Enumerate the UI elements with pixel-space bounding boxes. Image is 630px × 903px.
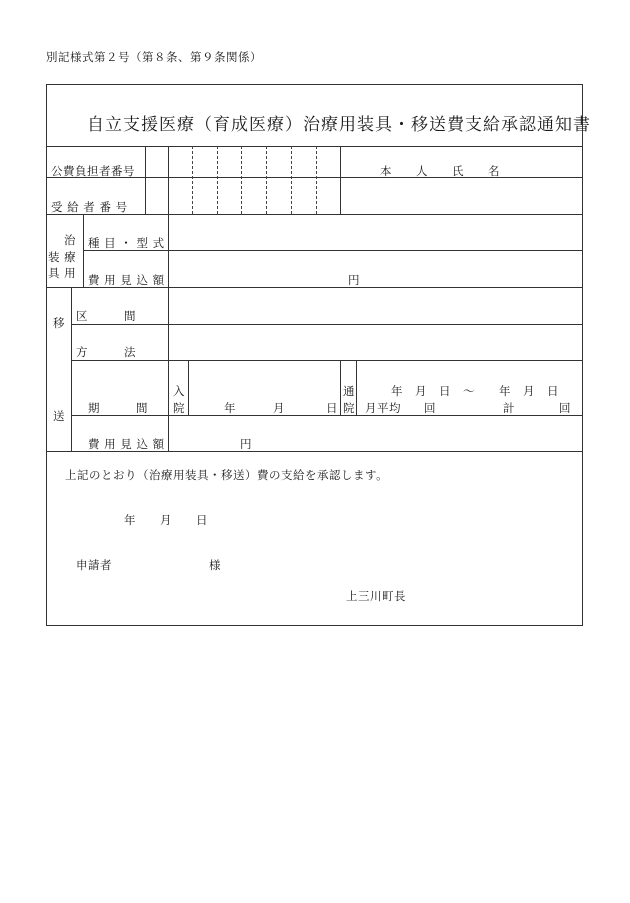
admission-day: 日 [326, 401, 338, 415]
monthly-average-times: 回 [424, 401, 436, 415]
device-group-label-1: 治 [64, 233, 76, 247]
transfer-yen-unit: 円 [240, 437, 252, 451]
section-label: 区 間 [76, 309, 136, 323]
rule-section-bottom [71, 324, 582, 325]
approval-statement: 上記のとおり（治療用装具・移送）費の支給を承認します。 [65, 468, 389, 482]
period-label: 期 間 [88, 401, 148, 415]
rule-admission-col [188, 360, 189, 415]
applicant-honorific: 様 [209, 558, 221, 572]
rule-label-col [168, 146, 169, 214]
digit-separator [192, 146, 193, 214]
device-yen-unit: 円 [348, 273, 360, 287]
form-title: 自立支援医療（育成医療）治療用装具・移送費支給承認通知書 [87, 115, 591, 135]
outpatient-label-2: 院 [343, 401, 355, 415]
digit-separator [291, 146, 292, 214]
transfer-group-label-bottom: 送 [53, 409, 65, 423]
patient-name-field[interactable] [341, 178, 581, 213]
recipient-number-label: 受 給 者 番 号 [51, 200, 128, 214]
rule-transfer-bottom [47, 451, 582, 452]
digit-separator [241, 146, 242, 214]
admission-month: 月 [273, 401, 285, 415]
rule-method-bottom [71, 360, 582, 361]
applicant-label: 申請者 [76, 558, 112, 572]
rule-device-bottom [47, 287, 582, 288]
total-label: 計 [503, 401, 515, 415]
patient-name-label: 本 人 氏 名 [380, 164, 500, 178]
rule-device-group [83, 214, 84, 287]
transfer-cost-label: 費 用 見 込 額 [88, 437, 165, 451]
rule-transfer-group [71, 287, 72, 451]
form-reference: 別記様式第２号（第８条、第９条関係） [46, 50, 262, 64]
admission-year: 年 [224, 401, 236, 415]
rule-row2-bottom [47, 214, 582, 215]
outpatient-label-1: 通 [343, 384, 355, 398]
device-cost-label: 費 用 見 込 額 [88, 273, 165, 287]
transfer-group-label-top: 移 [53, 316, 65, 330]
admission-label-2: 院 [173, 401, 185, 415]
rule-label-col-lower [168, 214, 169, 451]
rule-outpatient-left [340, 360, 341, 415]
notice-date-line: 年 月 日 [124, 513, 208, 527]
total-times: 回 [559, 401, 571, 415]
outpatient-date-range: 年 月 日 ～ 年 月 日 [391, 384, 559, 398]
rule-first-digit [145, 146, 146, 214]
issuer-name: 上三川町長 [346, 589, 406, 603]
digit-separator [266, 146, 267, 214]
public-payer-number-label: 公費負担者番号 [51, 164, 135, 178]
approval-notice-form [46, 84, 591, 626]
type-model-label: 種 目 ・ 型 式 [88, 236, 165, 250]
rule-title-bottom [47, 146, 582, 147]
monthly-average-label: 月平均 [365, 401, 401, 415]
device-group-label-3: 具 用 [48, 266, 77, 280]
rule-device-mid [83, 250, 582, 251]
rule-outpatient-label [356, 360, 357, 415]
rule-period-bottom [71, 415, 582, 416]
method-label: 方 法 [76, 345, 136, 359]
digit-separator [217, 146, 218, 214]
device-group-label-2: 装 療 [48, 250, 77, 264]
admission-label-1: 入 [173, 384, 185, 398]
digit-separator [316, 146, 317, 214]
